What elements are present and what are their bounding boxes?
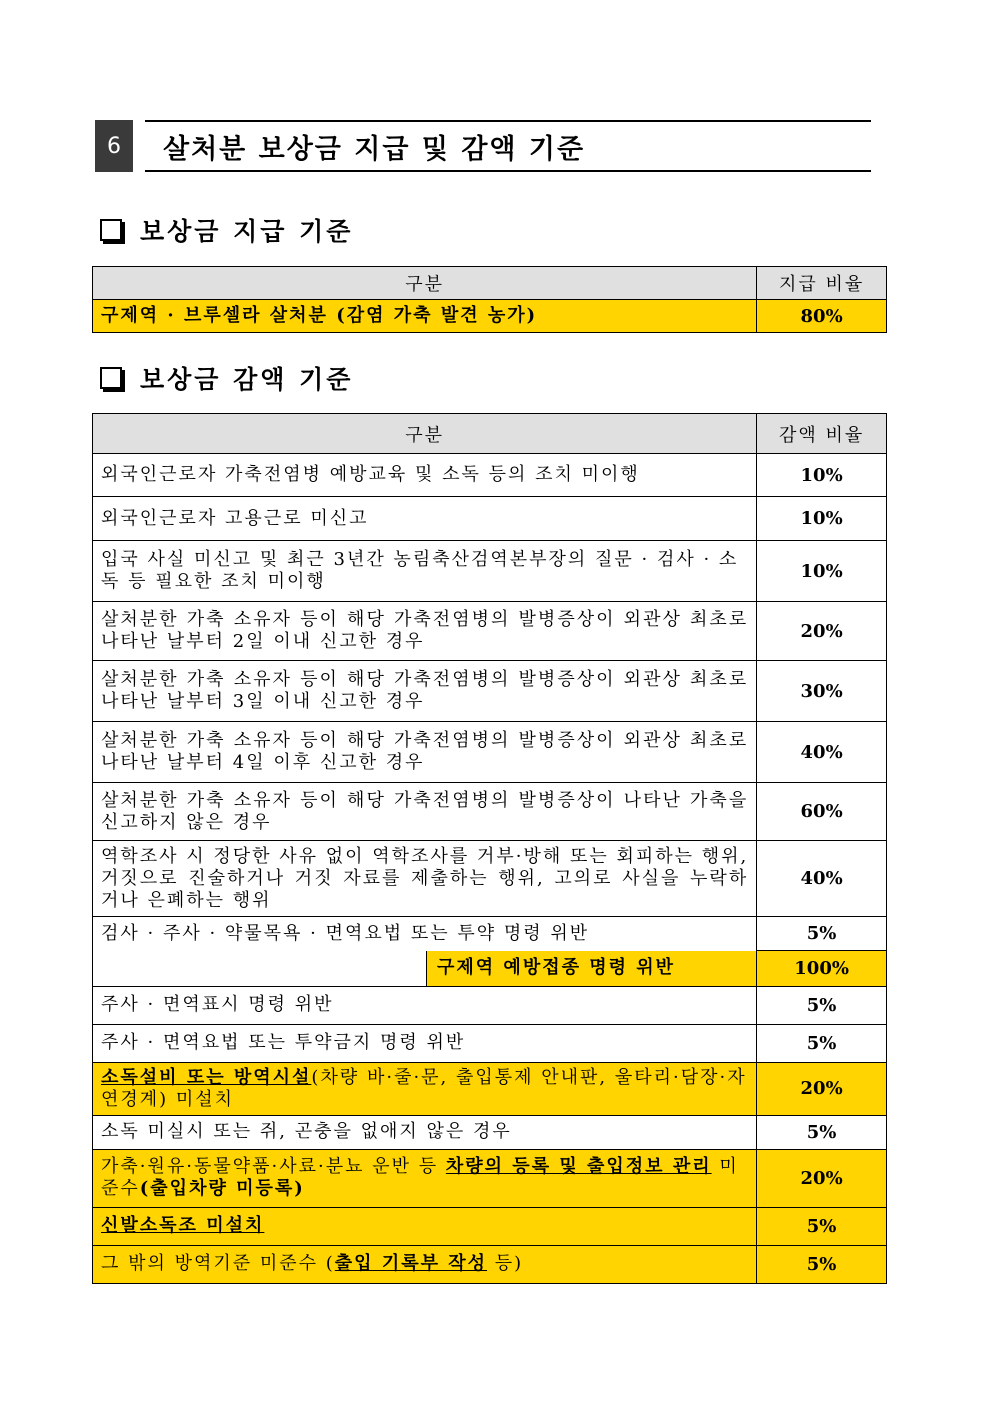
row-rate: 60% — [757, 783, 887, 841]
row-label: 주사 · 면역표시 명령 위반 — [93, 986, 757, 1024]
row-label-emphasis: 출입 기록부 작성 — [334, 1253, 488, 1274]
row-rate: 20% — [757, 1149, 887, 1207]
row-label-bold: (출입차량 미등록) — [139, 1178, 305, 1199]
checkbox-bullet-icon — [100, 219, 122, 241]
row-rate: 5% — [757, 986, 887, 1024]
row-rate: 10% — [757, 454, 887, 497]
row-label: 살처분한 가축 소유자 등이 해당 가축전염병의 발병증상이 외관상 최초로 나타난 날부터 4일 이후 신고한 경우 — [93, 722, 757, 783]
sub-row-spacer — [93, 951, 426, 986]
payment-heading-text: 보상금 지급 기준 — [140, 217, 354, 246]
row-label-emphasis: 소독설비 또는 방역시설 — [101, 1066, 312, 1088]
row-label-emphasis: 신발소독조 미설치 — [101, 1215, 265, 1236]
reduction-heading — [100, 360, 353, 396]
checkbox-bullet-icon — [100, 367, 122, 389]
table-row — [93, 1062, 887, 1115]
sub-row-cell — [93, 951, 757, 987]
table-row — [93, 1115, 887, 1149]
row-label: 검사 · 주사 · 약물목욕 · 면역요법 또는 투약 명령 위반 — [93, 917, 757, 951]
payment-heading — [100, 212, 353, 248]
row-label — [93, 1149, 757, 1207]
table-header-row — [93, 267, 887, 300]
section-title: 살처분 보상금 지급 및 감액 기준 — [163, 133, 586, 165]
row-rate: 5% — [757, 1207, 887, 1245]
payment-table — [92, 266, 887, 333]
row-rate: 10% — [757, 497, 887, 541]
row-label: 외국인근로자 가축전염병 예방교육 및 소독 등의 조치 미이행 — [93, 454, 757, 497]
table-row — [93, 541, 887, 602]
row-label: 주사 · 면역요법 또는 투약금지 명령 위반 — [93, 1024, 757, 1062]
row-rate: 5% — [757, 917, 887, 951]
table-row — [93, 454, 887, 497]
table-row — [93, 951, 887, 987]
row-label-post: 등) — [487, 1253, 524, 1274]
reduction-table — [92, 413, 887, 1284]
table-header-row — [93, 414, 887, 454]
table-row — [93, 1149, 887, 1207]
row-label — [93, 1245, 757, 1283]
row-label: 외국인근로자 고용근로 미신고 — [93, 497, 757, 541]
col-rate: 지급 비율 — [757, 267, 887, 300]
table-row — [93, 986, 887, 1024]
row-rate: 20% — [757, 1062, 887, 1115]
row-label — [93, 1207, 757, 1245]
row-label: 소독 미실시 또는 쥐, 곤충을 없애지 않은 경우 — [93, 1115, 757, 1149]
row-rate: 100% — [757, 951, 887, 987]
table-row — [93, 783, 887, 841]
row-label: 살처분한 가축 소유자 등이 해당 가축전염병의 발병증상이 외관상 최초로 나타난 날부터 3일 이내 신고한 경우 — [93, 661, 757, 722]
row-label-rest: (차량 바·줄·문, 출입통제 안내판, 울타리·담장·자연경계) 미설치 — [101, 1066, 747, 1110]
row-label-pre: 그 밖의 방역기준 미준수 ( — [101, 1253, 335, 1274]
row-rate: 20% — [757, 602, 887, 661]
row-label — [93, 1062, 757, 1115]
table-row — [93, 661, 887, 722]
table-row — [93, 1245, 887, 1283]
col-category: 구분 — [93, 267, 757, 300]
sub-row-label: 구제역 예방접종 명령 위반 — [426, 951, 756, 986]
row-label: 살처분한 가축 소유자 등이 해당 가축전염병의 발병증상이 외관상 최초로 나타난 날부터 2일 이내 신고한 경우 — [93, 602, 757, 661]
row-label-emphasis: 차량의 등록 및 출입정보 관리 — [445, 1156, 712, 1177]
reduction-heading-text: 보상금 감액 기준 — [140, 365, 354, 394]
row-label-post: 미준수 — [101, 1156, 739, 1199]
row-label-pre: 가축·원유·동물약품·사료·분뇨 운반 등 — [101, 1156, 446, 1177]
row-rate: 80% — [757, 300, 887, 333]
row-rate: 30% — [757, 661, 887, 722]
row-label: 입국 사실 미신고 및 최근 3년간 농림축산검역본부장의 질문 · 검사 · 소독 등 필요한 조치 미이행 — [93, 541, 757, 602]
table-row — [93, 1207, 887, 1245]
table-row — [93, 300, 887, 333]
table-row — [93, 497, 887, 541]
row-rate: 40% — [757, 841, 887, 917]
table-row — [93, 917, 887, 951]
col-category: 구분 — [93, 414, 757, 454]
row-label: 구제역 · 브루셀라 살처분 (감염 가축 발견 농가) — [93, 300, 757, 333]
section-number: 6 — [95, 120, 133, 172]
table-row — [93, 722, 887, 783]
table-row — [93, 602, 887, 661]
row-rate: 5% — [757, 1115, 887, 1149]
header-rule-bottom — [145, 170, 871, 172]
col-rate: 감액 비율 — [757, 414, 887, 454]
table-row — [93, 841, 887, 917]
row-label: 역학조사 시 정당한 사유 없이 역학조사를 거부·방해 또는 회피하는 행위, 거짓으로 진술하거나 거짓 자료를 제출하는 행위, 고의로 사실을 누락하거나 은폐하는 행위 — [93, 841, 757, 917]
row-rate: 40% — [757, 722, 887, 783]
section-header — [95, 120, 871, 172]
row-rate: 5% — [757, 1024, 887, 1062]
row-rate: 5% — [757, 1245, 887, 1283]
row-rate: 10% — [757, 541, 887, 602]
table-row — [93, 1024, 887, 1062]
row-label: 살처분한 가축 소유자 등이 해당 가축전염병의 발병증상이 나타난 가축을 신고하지 않은 경우 — [93, 783, 757, 841]
